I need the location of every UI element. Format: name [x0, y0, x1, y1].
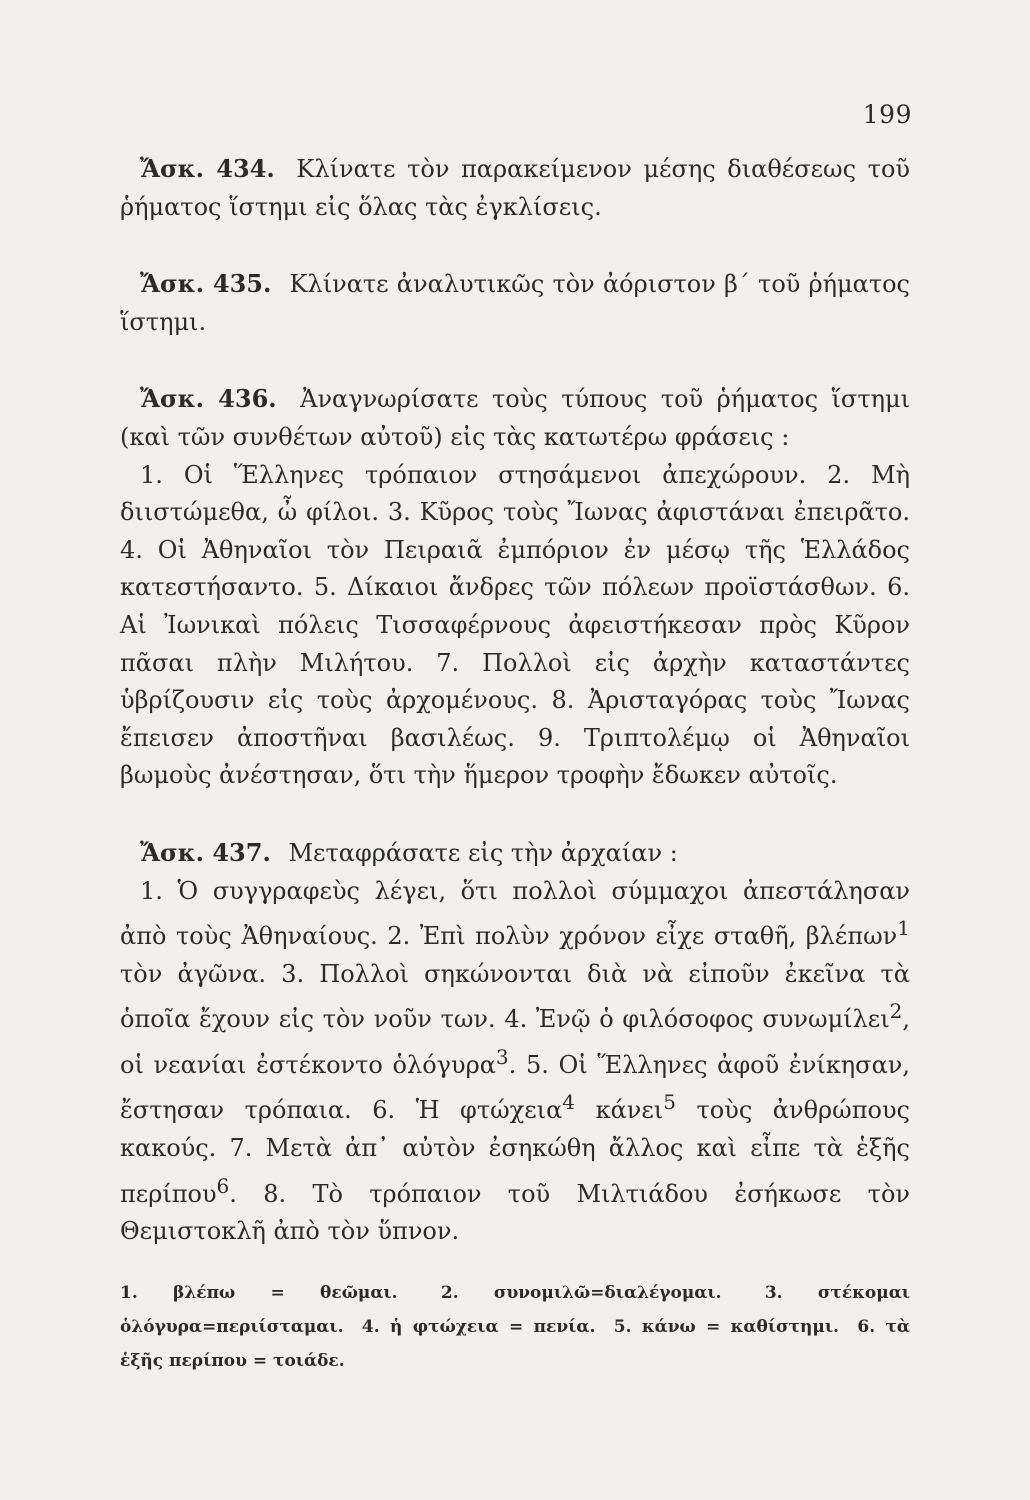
footnotes [120, 1276, 910, 1378]
exercise-437-intro [120, 834, 910, 873]
exercise-434 [120, 150, 910, 226]
exercise-text: Κλίνατε τὸν παρακείμενον μέσης διαθέσεως τοῦ ῥήματος ἵστημι εἰς ὅλας τὰς ἐγκλίσεις. [120, 155, 910, 221]
footnote: 1. βλέπω = θεῶμαι. [120, 1282, 398, 1303]
footnote-ref: 5 [663, 1090, 676, 1115]
footnote: 4. ἡ φτώχεια = πενία. [361, 1316, 596, 1337]
exercise-436-sentences: 1. Οἱ Ἕλληνες τρόπαιον στησάμενοι ἀπεχώρουν. 2. Μὴ διιστώμεθα, ὦ φίλοι. 3. Κῦρος τοὺς Ἴωνας ἀφιστάναι ἐπειρᾶτο. 4. Οἱ Ἀθηναῖοι τὸν Πειραιᾶ ἐμπόριον ἐν μέσῳ τῆς Ἑλλάδος κατεστήσαντο. 5. Δίκαιοι ἄνδρες τῶν πόλεων προϊστάσθων. 6. Αἱ Ἰωνικαὶ πόλεις Τισσαφέρνους ἀφειστήκεσαν πρὸς Κῦρον πᾶσαι πλὴν Μιλήτου. 7. Πολλοὶ εἰς ἀρχὴν καταστάντες ὑβρίζουσιν εἰς τοὺς ἀρχομένους. 8. Ἀρισταγόρας τοὺς Ἴωνας ἔπεισεν ἀποστῆναι βασιλέως. 9. Τριπτολέμῳ οἱ Ἀθηναῖοι βωμοὺς ἀνέστησαν, ὅτι τὴν ἥμερον τροφὴν ἔδωκεν αὐτοῖς. [120, 460, 910, 790]
footnote: 2. συνομιλῶ=διαλέγομαι. [440, 1282, 722, 1303]
exercise-435 [120, 265, 910, 341]
sentence-segment: . 8. Τὸ τρόπαιον τοῦ Μιλτιάδου ἐσήκωσε τὸν Θεμιστοκλῆ ἀπὸ τὸν ὕπνον. [120, 1179, 910, 1246]
sentence-segment: . 5. Οἱ Ἕλληνες ἀφοῦ ἐνίκησαν, ἔστησαν τρόπαια. 6. Ἡ φτώχεια [120, 1050, 910, 1125]
footnote-ref: 3 [495, 1044, 509, 1069]
sentence-segment: τὸν ἀγῶνα. 3. Πολλοὶ σηκώνονται διὰ νὰ εἰποῦν ἐκεῖνα τὰ ὁποῖα ἔχουν εἰς τὸν νοῦν των. 4. Ἐνῷ ὁ φιλόσοφος συνωμίλει [120, 959, 910, 1034]
footnote-ref: 4 [562, 1090, 576, 1115]
page-content [120, 150, 910, 1378]
footnote: 3. στέκομαι ὁλόγυρα=περιίσταμαι. [120, 1282, 911, 1337]
footnote: 6. τὰ ἑξῆς περίπου = τοιάδε. [120, 1316, 910, 1371]
exercise-436 [120, 380, 910, 795]
exercise-label: Ἄσκ. 436. [140, 384, 277, 414]
page-number: 199 [862, 100, 912, 129]
exercise-intro: Ἀναγνωρίσατε τοὺς τύπους τοῦ ῥήματος ἵστημι (καὶ τῶν συνθέτων αὐτοῦ) εἰς τὰς κατωτέρω φράσεις : [120, 385, 910, 451]
sentence-segment: τοὺς ἀνθρώπους κακούς. 7. Μετὰ ἀπ᾿ αὐτὸν ἐσηκώθη ἄλλος καὶ εἶπε τὰ ἑξῆς περίπου [120, 1096, 910, 1208]
exercise-434-paragraph [120, 150, 910, 226]
footnote-ref: 2 [889, 999, 903, 1024]
exercise-437-sentences [120, 873, 910, 1251]
footnote-ref: 6 [216, 1173, 230, 1198]
exercise-436-intro [120, 380, 910, 456]
exercise-437 [120, 834, 910, 1251]
sentence-segment: , οἱ νεανίαι ἐστέκοντο ὁλόγυρα [120, 1005, 910, 1079]
exercise-label: Ἄσκ. 435. [140, 269, 272, 299]
exercise-intro: Μεταφράσατε εἰς τὴν ἀρχαίαν : [288, 838, 678, 867]
exercise-label: Ἄσκ. 437. [140, 837, 271, 867]
sentence-segment: 1. Ὁ συγγραφεὺς λέγει, ὅτι πολλοὶ σύμμαχοι ἀπεστάλησαν ἀπὸ τοὺς Ἀθηναίους. 2. Ἐπὶ πολὺν χρόνον εἶχε σταθῆ, βλέπων [120, 876, 910, 951]
exercise-435-paragraph [120, 265, 910, 341]
footnote-ref: 1 [897, 916, 910, 941]
exercise-label: Ἄσκ. 434. [140, 154, 275, 183]
exercise-text: Κλίνατε ἀναλυτικῶς τὸν ἀόριστον β΄ τοῦ ῥήματος ἵστημι. [120, 270, 910, 336]
footnote: 5. κάνω = καθίστημι. [613, 1316, 839, 1337]
sentence-segment: κάνει [575, 1096, 664, 1125]
